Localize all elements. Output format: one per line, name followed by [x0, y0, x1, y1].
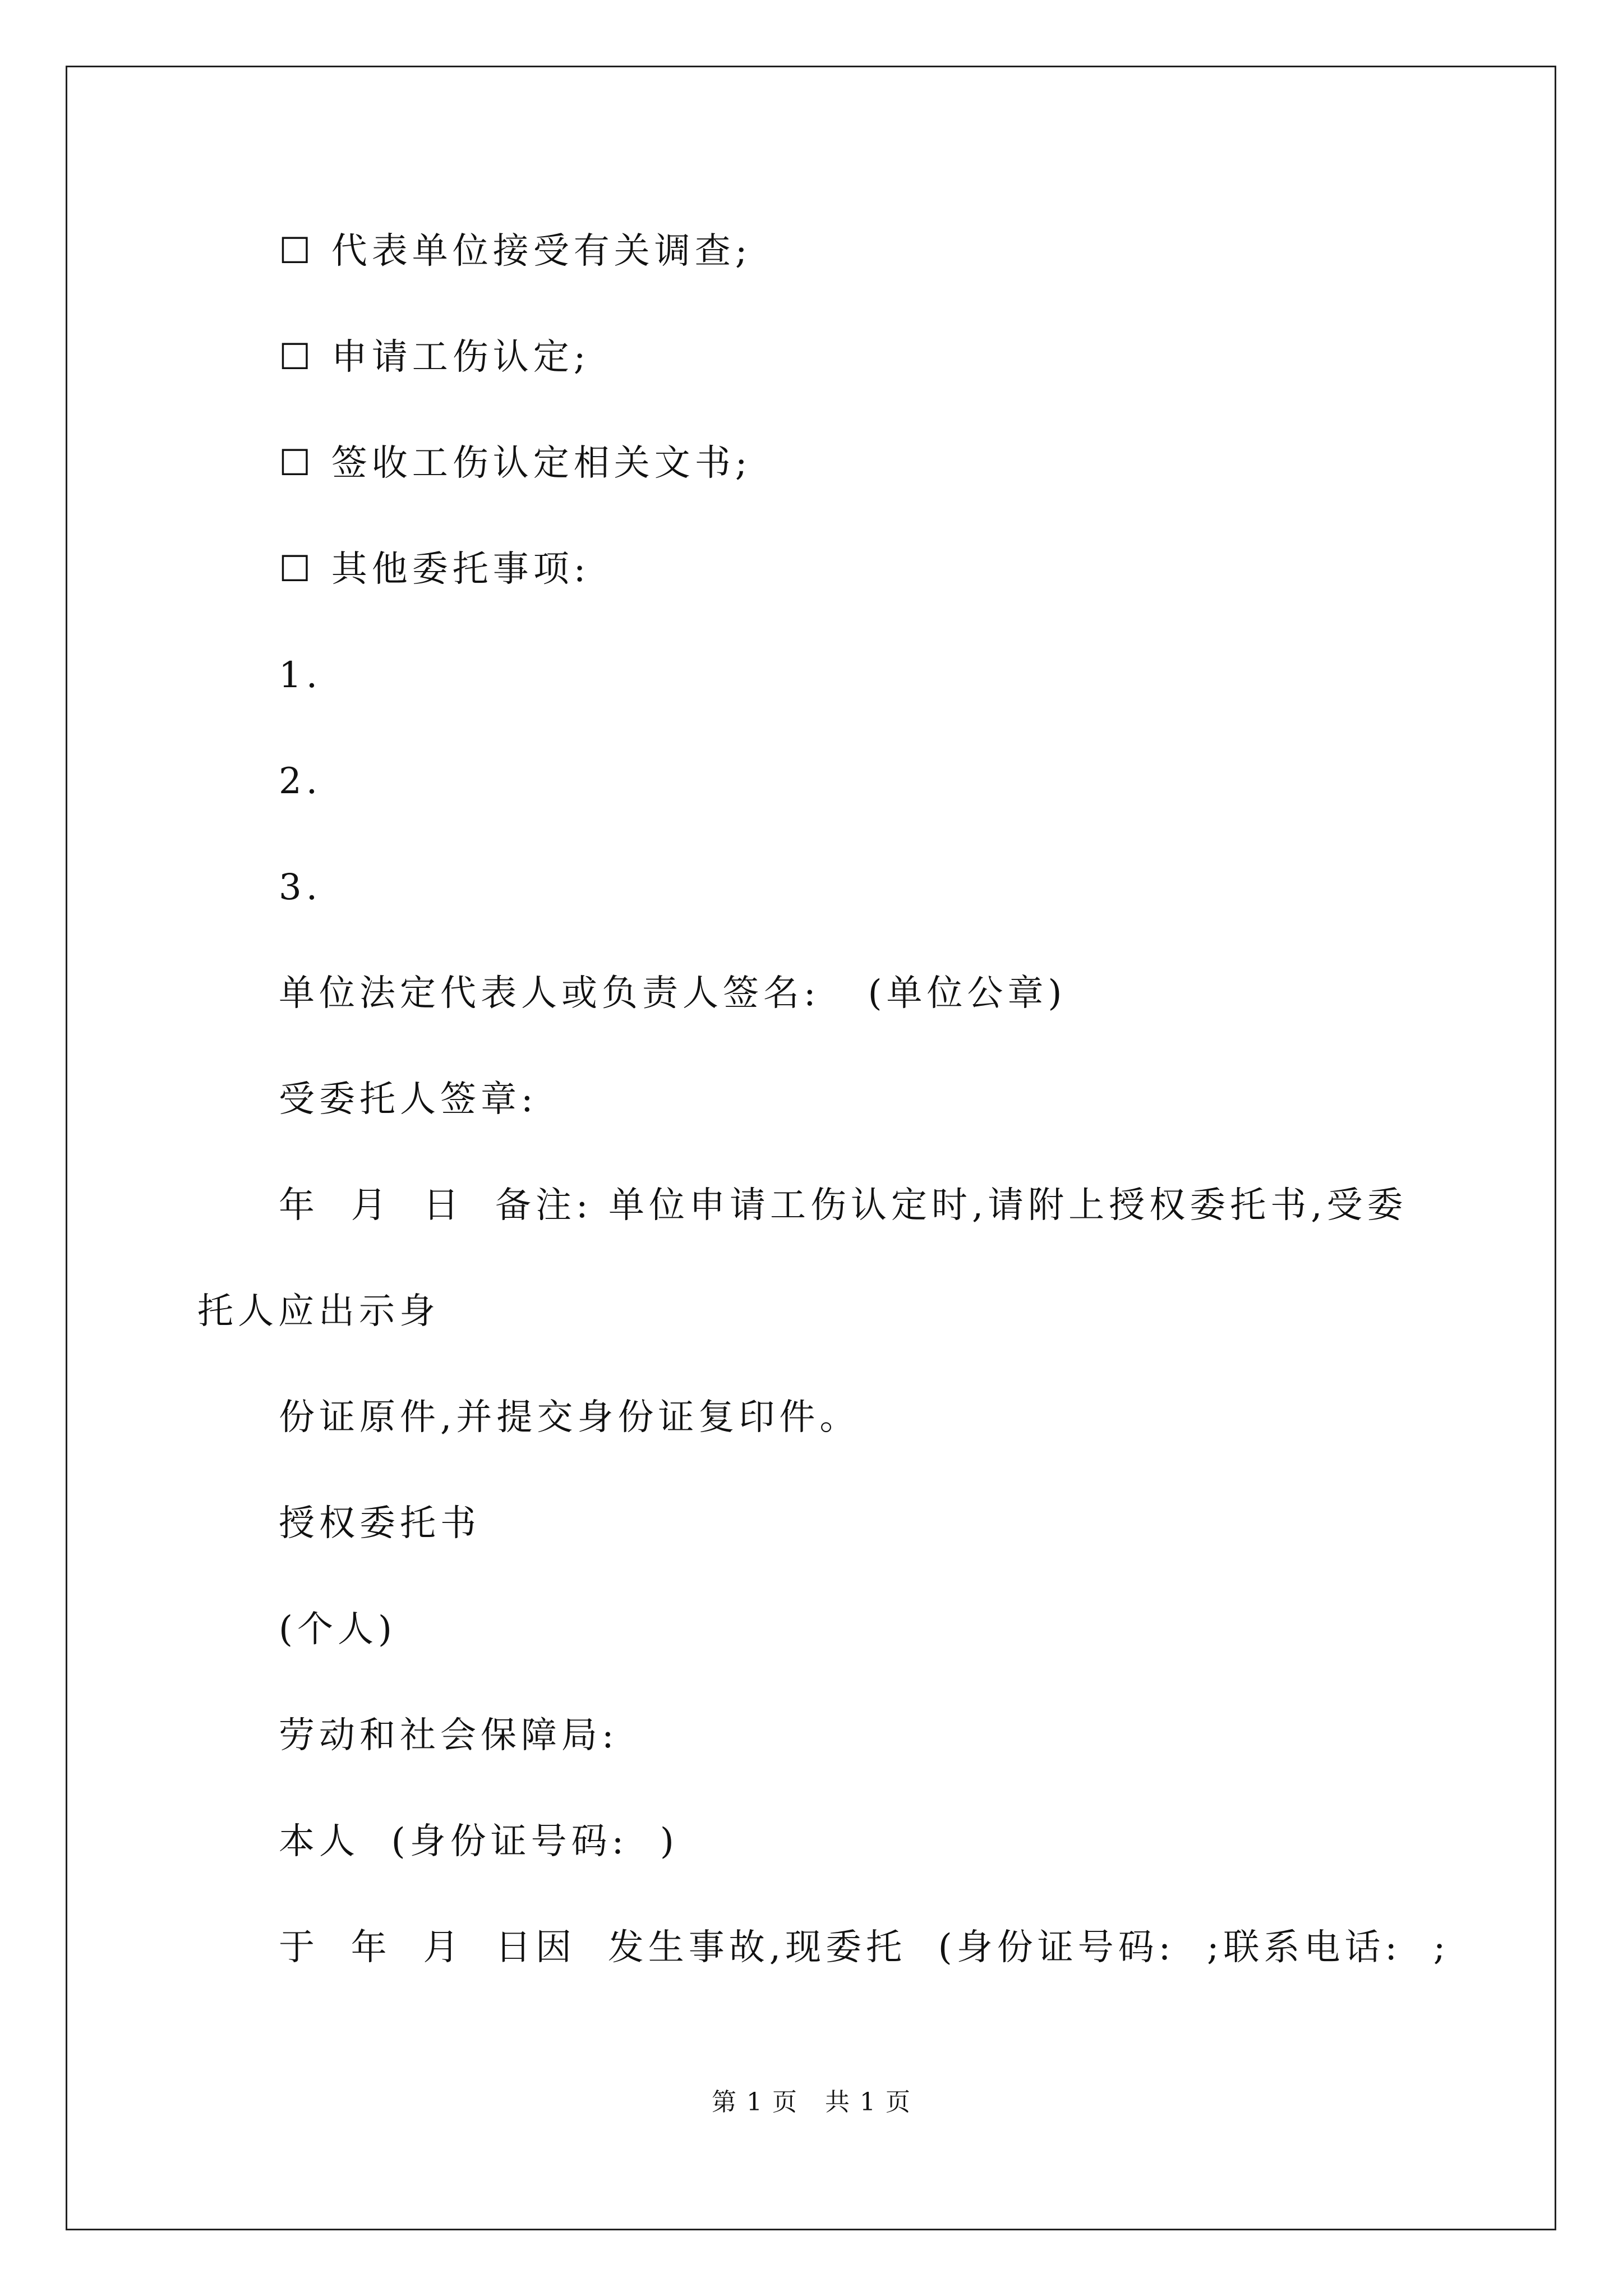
- section-title: 授权委托书: [279, 1503, 481, 1544]
- checkbox-item-sign-documents: ☐ 签收工伤认定相关文书;: [279, 443, 752, 484]
- legal-rep-signature-line: 单位法定代表人或负责人签名: (单位公章): [279, 973, 1067, 1014]
- checkbox-item-apply: ☐ 申请工伤认定;: [279, 337, 591, 378]
- delegation-line: 于 年 月 日因 发生事故,现委托 (身份证号码: ;联系电话: ;: [279, 1927, 1450, 1968]
- list-item-3: 3.: [279, 867, 322, 908]
- remark-continuation-line: 托人应出示身: [197, 1291, 440, 1332]
- list-item-2: 2.: [279, 761, 322, 802]
- page-border: [66, 66, 1556, 2230]
- section-subtitle: (个人): [279, 1609, 396, 1650]
- remark-end-line: 份证原件,并提交身份证复印件。: [279, 1397, 860, 1438]
- agent-signature-line: 受委托人签章:: [279, 1079, 538, 1120]
- checkbox-item-investigation: ☐ 代表单位接受有关调查;: [279, 231, 752, 272]
- principal-line: 本人 (身份证号码: ): [279, 1821, 679, 1862]
- date-remark-line: 年 月 日 备注: 单位申请工伤认定时,请附上授权委托书,受委: [279, 1185, 1408, 1226]
- list-item-1: 1.: [279, 655, 322, 696]
- checkbox-item-other: ☐ 其他委托事项:: [279, 549, 591, 590]
- addressee-line: 劳动和社会保障局:: [279, 1715, 619, 1756]
- page-number-footer: 第 1 页 共 1 页: [712, 2088, 911, 2116]
